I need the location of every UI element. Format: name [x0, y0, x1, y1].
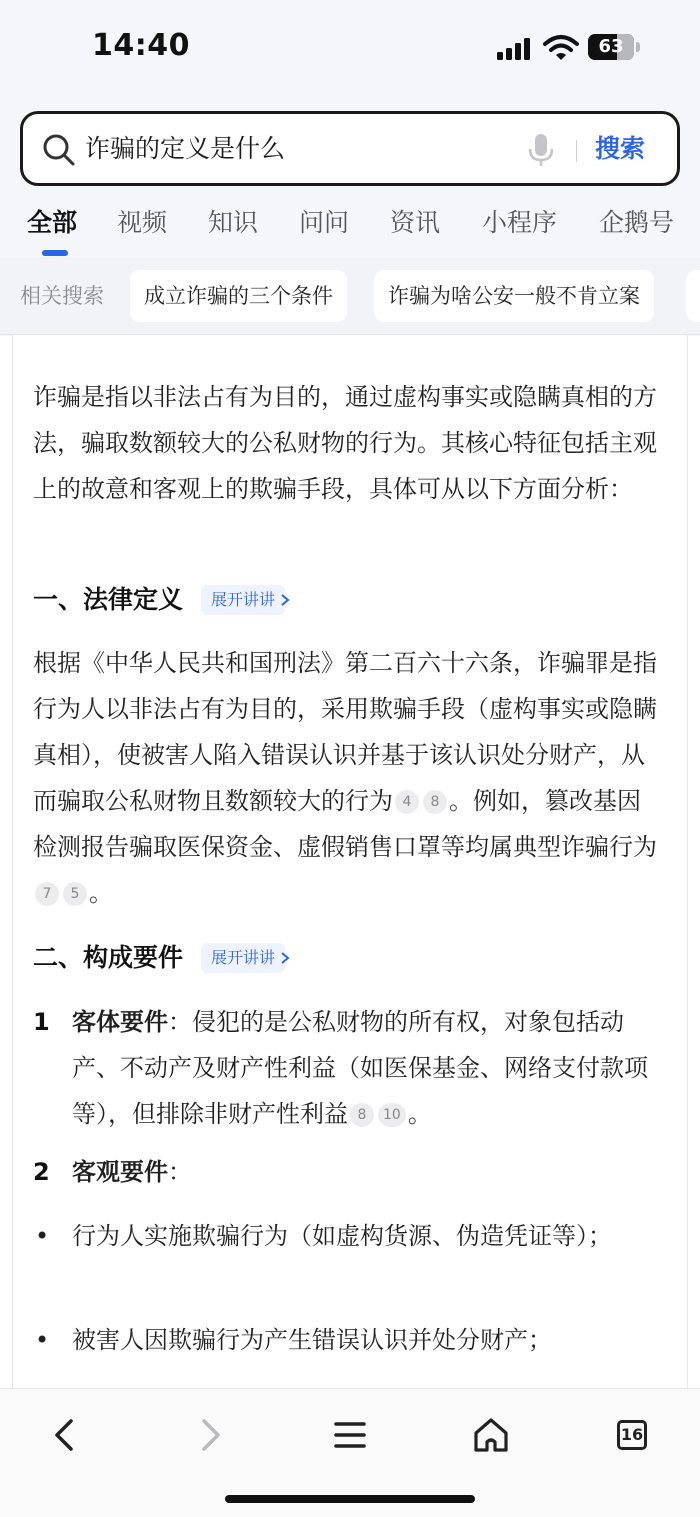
status-bar — [0, 0, 700, 96]
section-heading-definition: 一、法律定义 — [33, 585, 184, 614]
tab-ask[interactable]: 问问 — [299, 208, 350, 237]
search-box[interactable] — [20, 111, 680, 186]
tab-all[interactable]: 全部 — [27, 208, 78, 237]
wifi-icon — [543, 34, 579, 62]
forward-icon[interactable] — [188, 1413, 232, 1457]
intro-paragraph: 诈骗是指以非法占有为目的，通过虚构事实或隐瞒真相的方法，骗取数额较大的公私财物的行为。其核心特征包括主观上的故意和客观上的欺骗手段，具体可从以下方面分析： — [33, 383, 657, 503]
chevron-right-icon — [280, 593, 290, 607]
related-search-chip[interactable] — [686, 270, 700, 322]
list-item-title: 客观要件 — [72, 1158, 168, 1186]
list-item-title: 客体要件 — [72, 1008, 168, 1036]
tab-mini-program[interactable]: 小程序 — [482, 208, 558, 237]
tabs-count-button[interactable] — [610, 1413, 654, 1457]
definition-example-text: 。例如，篡改基因检测报告骗取医保资金、虚假销售口罩等均属典型诈骗行为 — [33, 787, 657, 861]
tab-knowledge[interactable]: 知识 — [208, 208, 259, 237]
tab-count: 16 — [617, 1420, 647, 1450]
list-item-text: ：侵犯的是公私财物的所有权，对象包括动产、不动产及财产性利益（如医保基金、网络支付款项等），但排除非财产性利益 — [72, 1008, 648, 1128]
related-search-chip[interactable]: 诈骗为啥公安一般不肯立案 — [374, 270, 654, 322]
chevron-right-icon — [280, 951, 290, 965]
bullet-item: 被害人因欺骗行为产生错误认识并处分财产； — [72, 1326, 552, 1354]
battery-level: 63 — [598, 36, 624, 57]
back-icon[interactable] — [43, 1413, 87, 1457]
search-icon — [41, 132, 77, 168]
bullet-item: 行为人实施欺骗行为（如虚构货源、伪造凭证等）； — [72, 1222, 612, 1250]
definition-text: 根据《中华人民共和国刑法》第二百六十六条，诈骗罪是指行为人以非法占有为目的，采用欺骗手段（虚构事实或隐瞒真相），使被害人陷入错误认识并基于该认识处分财产，从而骗取公私财物且数额较大的行为 — [33, 649, 657, 815]
list-item-objective-element — [72, 1149, 662, 1195]
tab-bar — [0, 206, 700, 256]
search-divider — [576, 140, 577, 162]
citation-ref[interactable]: 5 — [63, 882, 87, 906]
tab-penguin[interactable]: 企鹅号 — [599, 208, 675, 237]
battery-icon — [588, 34, 640, 60]
list-item-text: ： — [168, 1158, 192, 1186]
expand-button-elements[interactable]: 展开讲讲 — [201, 943, 285, 973]
expand-button-definition[interactable]: 展开讲讲 — [201, 585, 285, 615]
cellular-signal-icon — [497, 38, 533, 60]
bullet-dot: • — [35, 1326, 50, 1354]
tab-video[interactable]: 视频 — [117, 208, 168, 237]
related-search-chip[interactable]: 成立诈骗的三个条件 — [130, 270, 347, 322]
list-number: 2 — [33, 1158, 50, 1186]
search-button[interactable]: 搜索 — [595, 134, 646, 163]
list-item-object-element — [72, 999, 662, 1137]
section-heading-elements: 二、构成要件 — [33, 943, 184, 972]
citation-ref[interactable]: 7 — [35, 882, 59, 906]
citation-ref[interactable]: 10 — [378, 1103, 406, 1127]
list-item-end: 。 — [407, 1100, 432, 1128]
list-number: 1 — [33, 1008, 50, 1036]
citation-ref[interactable]: 8 — [350, 1103, 374, 1127]
home-indicator — [225, 1495, 475, 1503]
status-time: 14:40 — [92, 28, 190, 63]
tab-news[interactable]: 资讯 — [390, 208, 441, 237]
related-search-bar — [0, 257, 700, 335]
definition-paragraph — [33, 640, 663, 916]
active-tab-indicator — [42, 250, 68, 256]
citation-ref[interactable]: 4 — [395, 790, 419, 814]
search-input[interactable]: 诈骗的定义是什么 — [85, 134, 286, 163]
citation-ref[interactable]: 8 — [423, 790, 447, 814]
microphone-icon[interactable] — [526, 132, 556, 168]
definition-end: 。 — [89, 879, 113, 907]
home-icon[interactable] — [469, 1413, 513, 1457]
menu-icon[interactable] — [328, 1413, 372, 1457]
related-search-label: 相关搜索 — [20, 284, 104, 308]
bullet-dot: • — [35, 1222, 50, 1250]
